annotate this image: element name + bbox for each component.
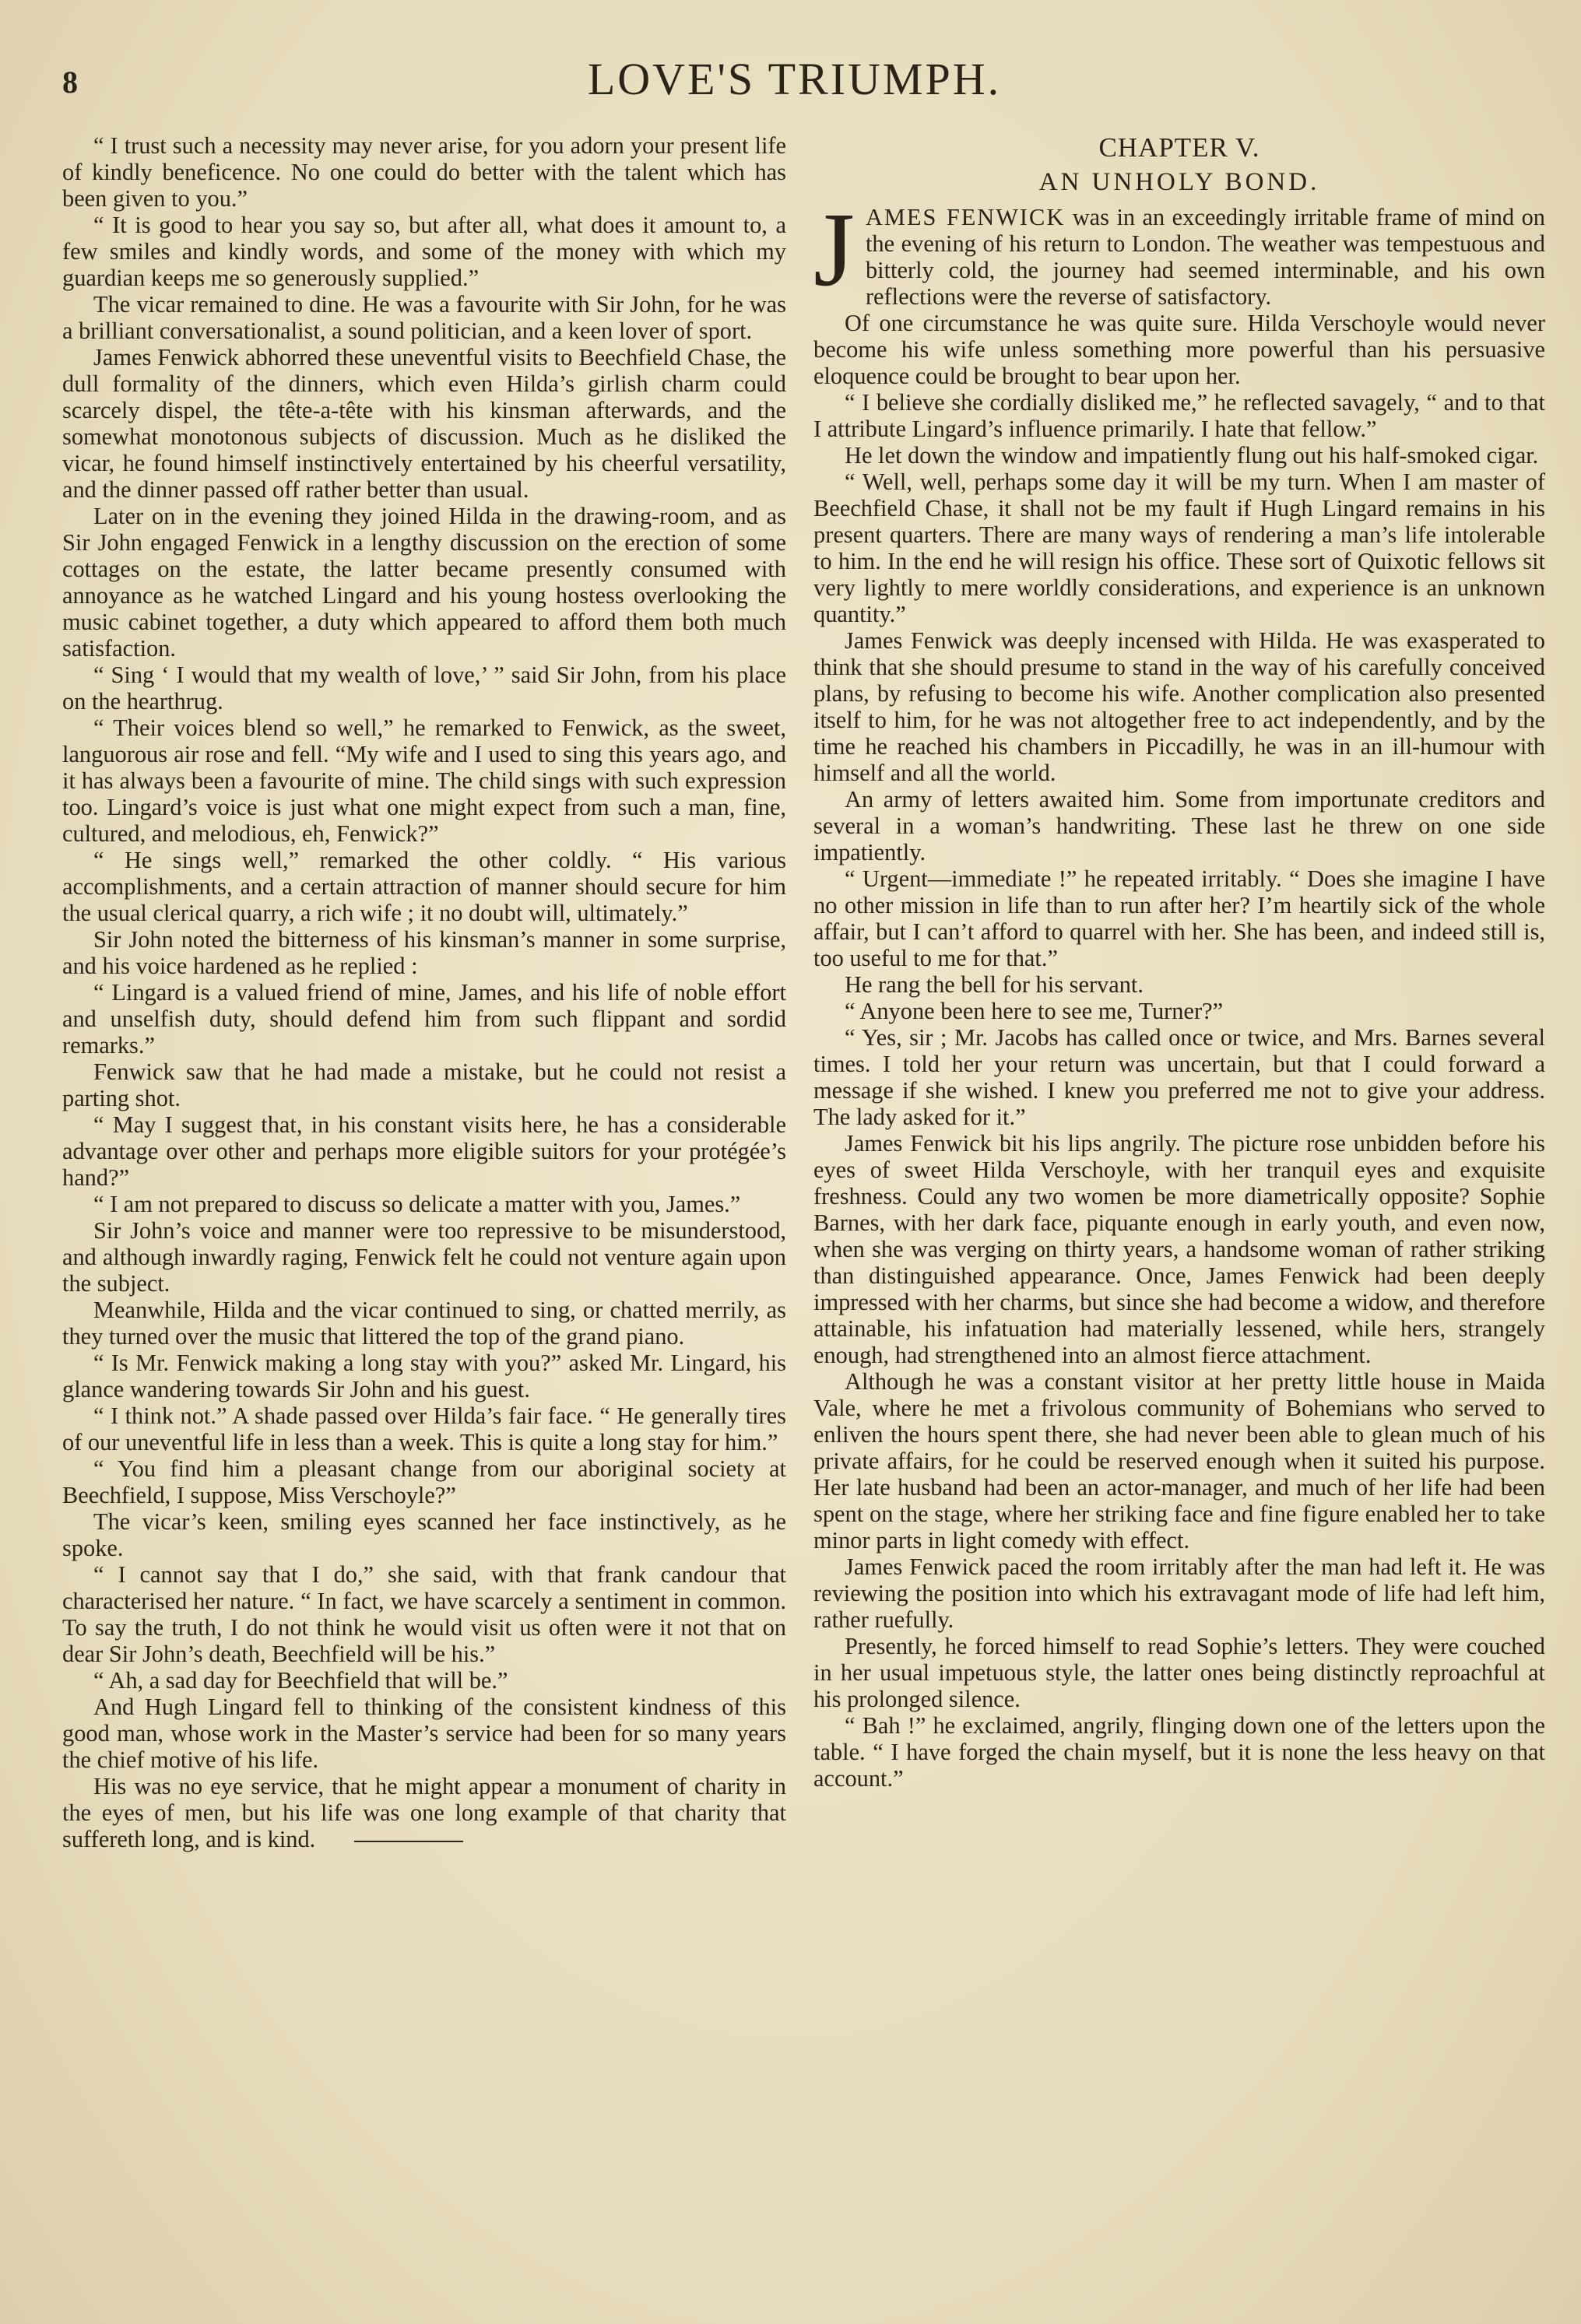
paragraph: “ I cannot say that I do,” she said, with that frank candour that characterised her nature. “ In fact, we have scarcely a sentiment in common. To say the truth, I do not think he would visit us often were it not that on dear Sir John’s death, Beechfield will be his.” xyxy=(62,1561,786,1667)
paragraph: James Fenwick abhorred these uneventful visits to Beechfield Chase, the dull formality of the dinners, which even Hilda’s girlish charm could scarcely dispel, the tête-a-tête with his kinsman afterwards, and the somewhat monotonous subjects of discussion. Much as he disliked the vicar, he found himself instinctively entertained by his cheerful versatility, and the dinner passed off rather better than usual. xyxy=(62,344,786,503)
paragraph: Sir John noted the bitterness of his kinsman’s manner in some surprise, and his voice hardened as he replied : xyxy=(62,926,786,979)
paragraph: “ Urgent—immediate !” he repeated irritably. “ Does she imagine I have no other mission in life than to run after her? I’m heartily sick of the whole affair, but I can’t afford to quarrel with her. She has been, and indeed still is, too useful to me for that.” xyxy=(813,865,1545,971)
paragraph: He rang the bell for his servant. xyxy=(845,971,1144,998)
paragraph: “ Lingard is a valued friend of mine, James, and his life of noble effort and unselfish duty, should defend him from such flippant and sordid remarks.” xyxy=(62,979,786,1058)
paragraph: An army of letters awaited him. Some from importunate creditors and several in a woman’s handwriting. These last he threw on one side impatiently. xyxy=(813,786,1545,865)
paragraph: “ Bah !” he exclaimed, angrily, flinging down one of the letters upon the table. “ I have forged the chain myself, but it is none the less heavy on that account.” xyxy=(813,1712,1545,1792)
opening-text: was in an exceedingly irritable frame of mind on the evening of his return to London. The weather was tempestuous and bitterly cold, the journey had seemed interminable, and his own reflections were the reverse of satisfactory. xyxy=(865,204,1545,310)
paragraph: “ Is Mr. Fenwick making a long stay with you?” asked Mr. Lingard, his glance wandering towards Sir John and his guest. xyxy=(62,1350,786,1402)
paragraph: “ Well, well, perhaps some day it will be my turn. When I am master of Beechfield Chase, it shall not be my fault if Hugh Lingard remains in his present quarters. There are many ways of rendering a man’s life intolerable to him. In the end he will resign his office. These sort of Quixotic fellows sit very lightly to mere worldly considerations, and experience is an unknown quantity.” xyxy=(813,469,1545,627)
paragraph: “ He sings well,” remarked the other coldly. “ His various accomplishments, and a certain attraction of manner should secure for him the usual clerical quarry, a rich wife ; it no doubt will, ultimately.” xyxy=(62,847,786,926)
page-number: 8 xyxy=(62,65,78,100)
right-column xyxy=(813,132,1545,1792)
drop-cap: J xyxy=(813,191,855,308)
paragraph: Although he was a constant visitor at her pretty little house in Maida Vale, where he met a frivolous community of Bohemians who served to enliven the hours spent there, she had never been able to glean much of his private affairs, for he could be reserved enough when it suited his purpose. Her late husband had been an actor-manager, and much of her life had been spent on the stage, where her striking face and fine figure enabled her to take minor parts in light comedy with effect. xyxy=(813,1368,1545,1553)
chapter-opening-paragraph xyxy=(813,191,1545,310)
paragraph: Fenwick saw that he had made a mistake, but he could not resist a parting shot. xyxy=(62,1058,786,1111)
paragraph: “ Yes, sir ; Mr. Jacobs has called once or twice, and Mrs. Barnes several times. I told her your return was uncertain, but that I could forward a message if she wished. I knew you preferred me not to give your address. The lady asked for it.” xyxy=(813,1024,1545,1130)
running-title: LOVE'S TRIUMPH. xyxy=(587,54,1002,104)
paragraph: “ Anyone been here to see me, Turner?” xyxy=(845,998,1224,1024)
left-column xyxy=(62,132,786,1852)
paragraph-text: His was no eye service, that he might appear a monument of charity in the eyes of men, but his life was one long example of that charity that suffereth long, and is kind. xyxy=(62,1773,786,1852)
paragraph: “ It is good to hear you say so, but after all, what does it amount to, a few smiles and kindly words, and some of the money with which my guardian keeps me so generously supplied.” xyxy=(62,212,786,291)
paragraph: “ Ah, a sad day for Beechfield that will be.” xyxy=(93,1667,508,1694)
paragraph: James Fenwick paced the room irritably after the man had left it. He was reviewing the position into which his extravagant mode of life had left him, rather ruefully. xyxy=(813,1553,1545,1633)
paragraph: “ Sing ‘ I would that my wealth of love,’ ” said Sir John, from his place on the hearthrug. xyxy=(62,662,786,714)
chapter-title: AN UNHOLY BOND. xyxy=(1038,168,1320,196)
page-header xyxy=(62,48,1527,103)
paragraph: James Fenwick bit his lips angrily. The picture rose unbidden before his eyes of sweet Hilda Verschoyle, with her tranquil eyes and exquisite freshness. Could any two women be more diametrically opposite? Sophie Barnes, with her dark face, piquante enough in early youth, and even now, when she was verging on thirty years, a handsome woman of rather striking than distinguished appearance. Once, James Fenwick had been deeply impressed with her charms, but since she had become a widow, and therefore attainable, his infatuation had materially lessened, while hers, strangely enough, had strengthened into an almost fierce attachment. xyxy=(813,1130,1545,1368)
paragraph-last xyxy=(62,1773,786,1852)
paragraph: Presently, he forced himself to read Sophie’s letters. They were couched in her usual impetuous style, the latter ones being distinctly reproachful at his prolonged silence. xyxy=(813,1633,1545,1712)
opening-small-caps: AMES FENWICK xyxy=(865,204,1066,230)
paragraph: “ I trust such a necessity may never arise, for you adorn your present life of kindly beneficence. No one could do better with the talent which has been given to you.” xyxy=(62,132,786,212)
paragraph: “ May I suggest that, in his constant visits here, he has a considerable advantage over other and perhaps more eligible suitors for your protégée’s hand?” xyxy=(62,1111,786,1191)
paragraph: The vicar’s keen, smiling eyes scanned her face instinctively, as he spoke. xyxy=(62,1508,786,1561)
paragraph: “ I think not.” A shade passed over Hilda’s fair face. “ He generally tires of our uneventful life in less than a week. This is quite a long stay for him.” xyxy=(62,1402,786,1455)
paragraph: Meanwhile, Hilda and the vicar continued to sing, or chatted merrily, as they turned over the music that littered the top of the grand piano. xyxy=(62,1297,786,1350)
paragraph: “ I believe she cordially disliked me,” he reflected savagely, “ and to that I attribute Lingard’s influence primarily. I hate that fellow.” xyxy=(813,389,1545,442)
paragraph: “ You find him a pleasant change from our aboriginal society at Beechfield, I suppose, Miss Verschoyle?” xyxy=(62,1455,786,1508)
paragraph: “ I am not prepared to discuss so delicate a matter with you, James.” xyxy=(93,1191,741,1217)
paragraph: He let down the window and impatiently flung out his half-smoked cigar. xyxy=(845,442,1539,469)
chapter-number: CHAPTER V. xyxy=(1098,132,1260,163)
paragraph: Sir John’s voice and manner were too repressive to be misunderstood, and although inwardly raging, Fenwick felt he could not venture again upon the subject. xyxy=(62,1217,786,1297)
paragraph: And Hugh Lingard fell to thinking of the consistent kindness of this good man, whose work in the Master’s service had been for so many years the chief motive of his life. xyxy=(62,1694,786,1773)
paragraph: The vicar remained to dine. He was a favourite with Sir John, for he was a brilliant conversationalist, a sound politician, and a keen lover of sport. xyxy=(62,291,786,344)
paragraph: Later on in the evening they joined Hilda in the drawing-room, and as Sir John engaged Fenwick in a lengthy discussion on the erection of some cottages on the estate, the latter became presently consumed with annoyance as he watched Lingard and his young hostess overlooking the music cabinet together, a duty which appeared to afford them both much satisfaction. xyxy=(62,503,786,662)
paragraph: James Fenwick was deeply incensed with Hilda. He was exasperated to think that she should presume to stand in the way of his carefully conceived plans, by refusing to become his wife. Another complication also presented itself to him, for he was not altogether free to act independently, and by the time he reached his chambers in Piccadilly, he was in an ill-humour with himself and all the world. xyxy=(813,627,1545,786)
paragraph: “ Their voices blend so well,” he remarked to Fenwick, as the sweet, languorous air rose and fell. “My wife and I used to sing this years ago, and it has always been a favourite of mine. The child sings with such expression too. Lingard’s voice is just what one might expect from such a man, fine, cultured, and melodious, eh, Fenwick?” xyxy=(62,714,786,847)
paragraph: Of one circumstance he was quite sure. Hilda Verschoyle would never become his wife unless something more powerful than his persuasive eloquence could be brought to bear upon her. xyxy=(813,310,1545,389)
section-end-rule xyxy=(354,1841,463,1842)
